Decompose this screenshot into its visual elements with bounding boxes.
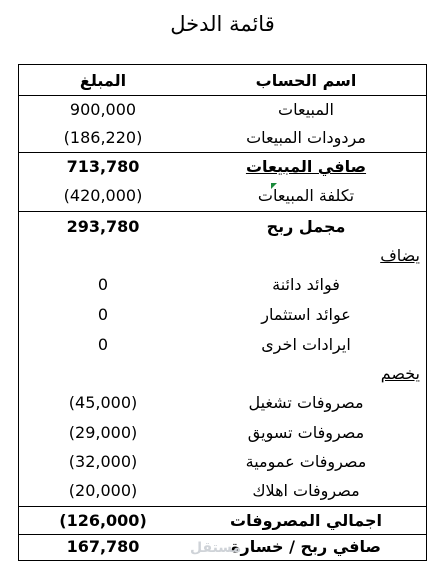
account-label: مردودات المبيعات: [246, 128, 366, 147]
account-label: اجمالي المصروفات: [230, 511, 382, 530]
row-general-expenses[interactable]: [19, 448, 426, 476]
account-label: مصروفات عمومية: [245, 452, 367, 471]
amount-value: 0: [97, 275, 109, 294]
amount-value: 293,780: [66, 217, 140, 236]
amount-value: (126,000): [59, 511, 147, 530]
section-add-label: يضاف: [380, 246, 420, 265]
amount-value: 0: [97, 305, 109, 324]
account-label: تكلفة المبيعات: [257, 186, 355, 205]
amount-value: (420,000): [63, 186, 143, 205]
row-depreciation-expenses[interactable]: [19, 477, 426, 505]
watermark-logo: مستقل: [190, 540, 242, 556]
section-subtract-label: يخصم: [380, 364, 420, 383]
amount-value: 713,780: [66, 157, 140, 176]
row-cost-of-sales[interactable]: [19, 182, 426, 210]
amount-value: (186,220): [63, 128, 143, 147]
row-other-revenue[interactable]: [19, 331, 426, 359]
amount-value: (20,000): [68, 481, 138, 500]
row-net-sales[interactable]: [19, 153, 426, 181]
account-label: صافي ربح / خسارة: [231, 537, 381, 556]
header-account: اسم الحساب: [255, 71, 357, 90]
comment-marker-icon: [271, 183, 277, 189]
amount-value: (29,000): [68, 423, 138, 442]
row-sales[interactable]: [19, 96, 426, 124]
account-label: فوائد دائنة: [272, 275, 340, 294]
account-label: مصروفات تسويق: [247, 423, 365, 442]
account-label: المبيعات: [278, 100, 334, 119]
row-operating-expenses[interactable]: [19, 389, 426, 417]
row-interest-income[interactable]: [19, 271, 426, 299]
amount-value: 0: [97, 335, 109, 354]
account-label: عوائد استثمار: [261, 305, 351, 324]
account-label: صافي المبيعات: [245, 157, 367, 176]
statement-title: قائمة الدخل: [170, 12, 275, 36]
amount-value: 900,000: [69, 100, 137, 119]
account-label: مصروفات تشغيل: [248, 393, 364, 412]
row-gross-profit[interactable]: [19, 213, 426, 241]
header-row: [19, 67, 426, 95]
header-amount: المبلغ: [79, 71, 127, 90]
amount-value: (32,000): [68, 452, 138, 471]
row-sales-returns[interactable]: [19, 124, 426, 152]
amount-value: (45,000): [68, 393, 138, 412]
row-investment-returns[interactable]: [19, 301, 426, 329]
row-total-expenses[interactable]: [19, 507, 426, 535]
row-marketing-expenses[interactable]: [19, 419, 426, 447]
amount-value: 167,780: [66, 537, 140, 556]
account-label: مجمل ربح: [266, 217, 346, 236]
income-statement-table: [18, 64, 427, 561]
account-label: مصروفات اهلاك: [252, 481, 360, 500]
account-label: ايرادات اخرى: [261, 335, 351, 354]
